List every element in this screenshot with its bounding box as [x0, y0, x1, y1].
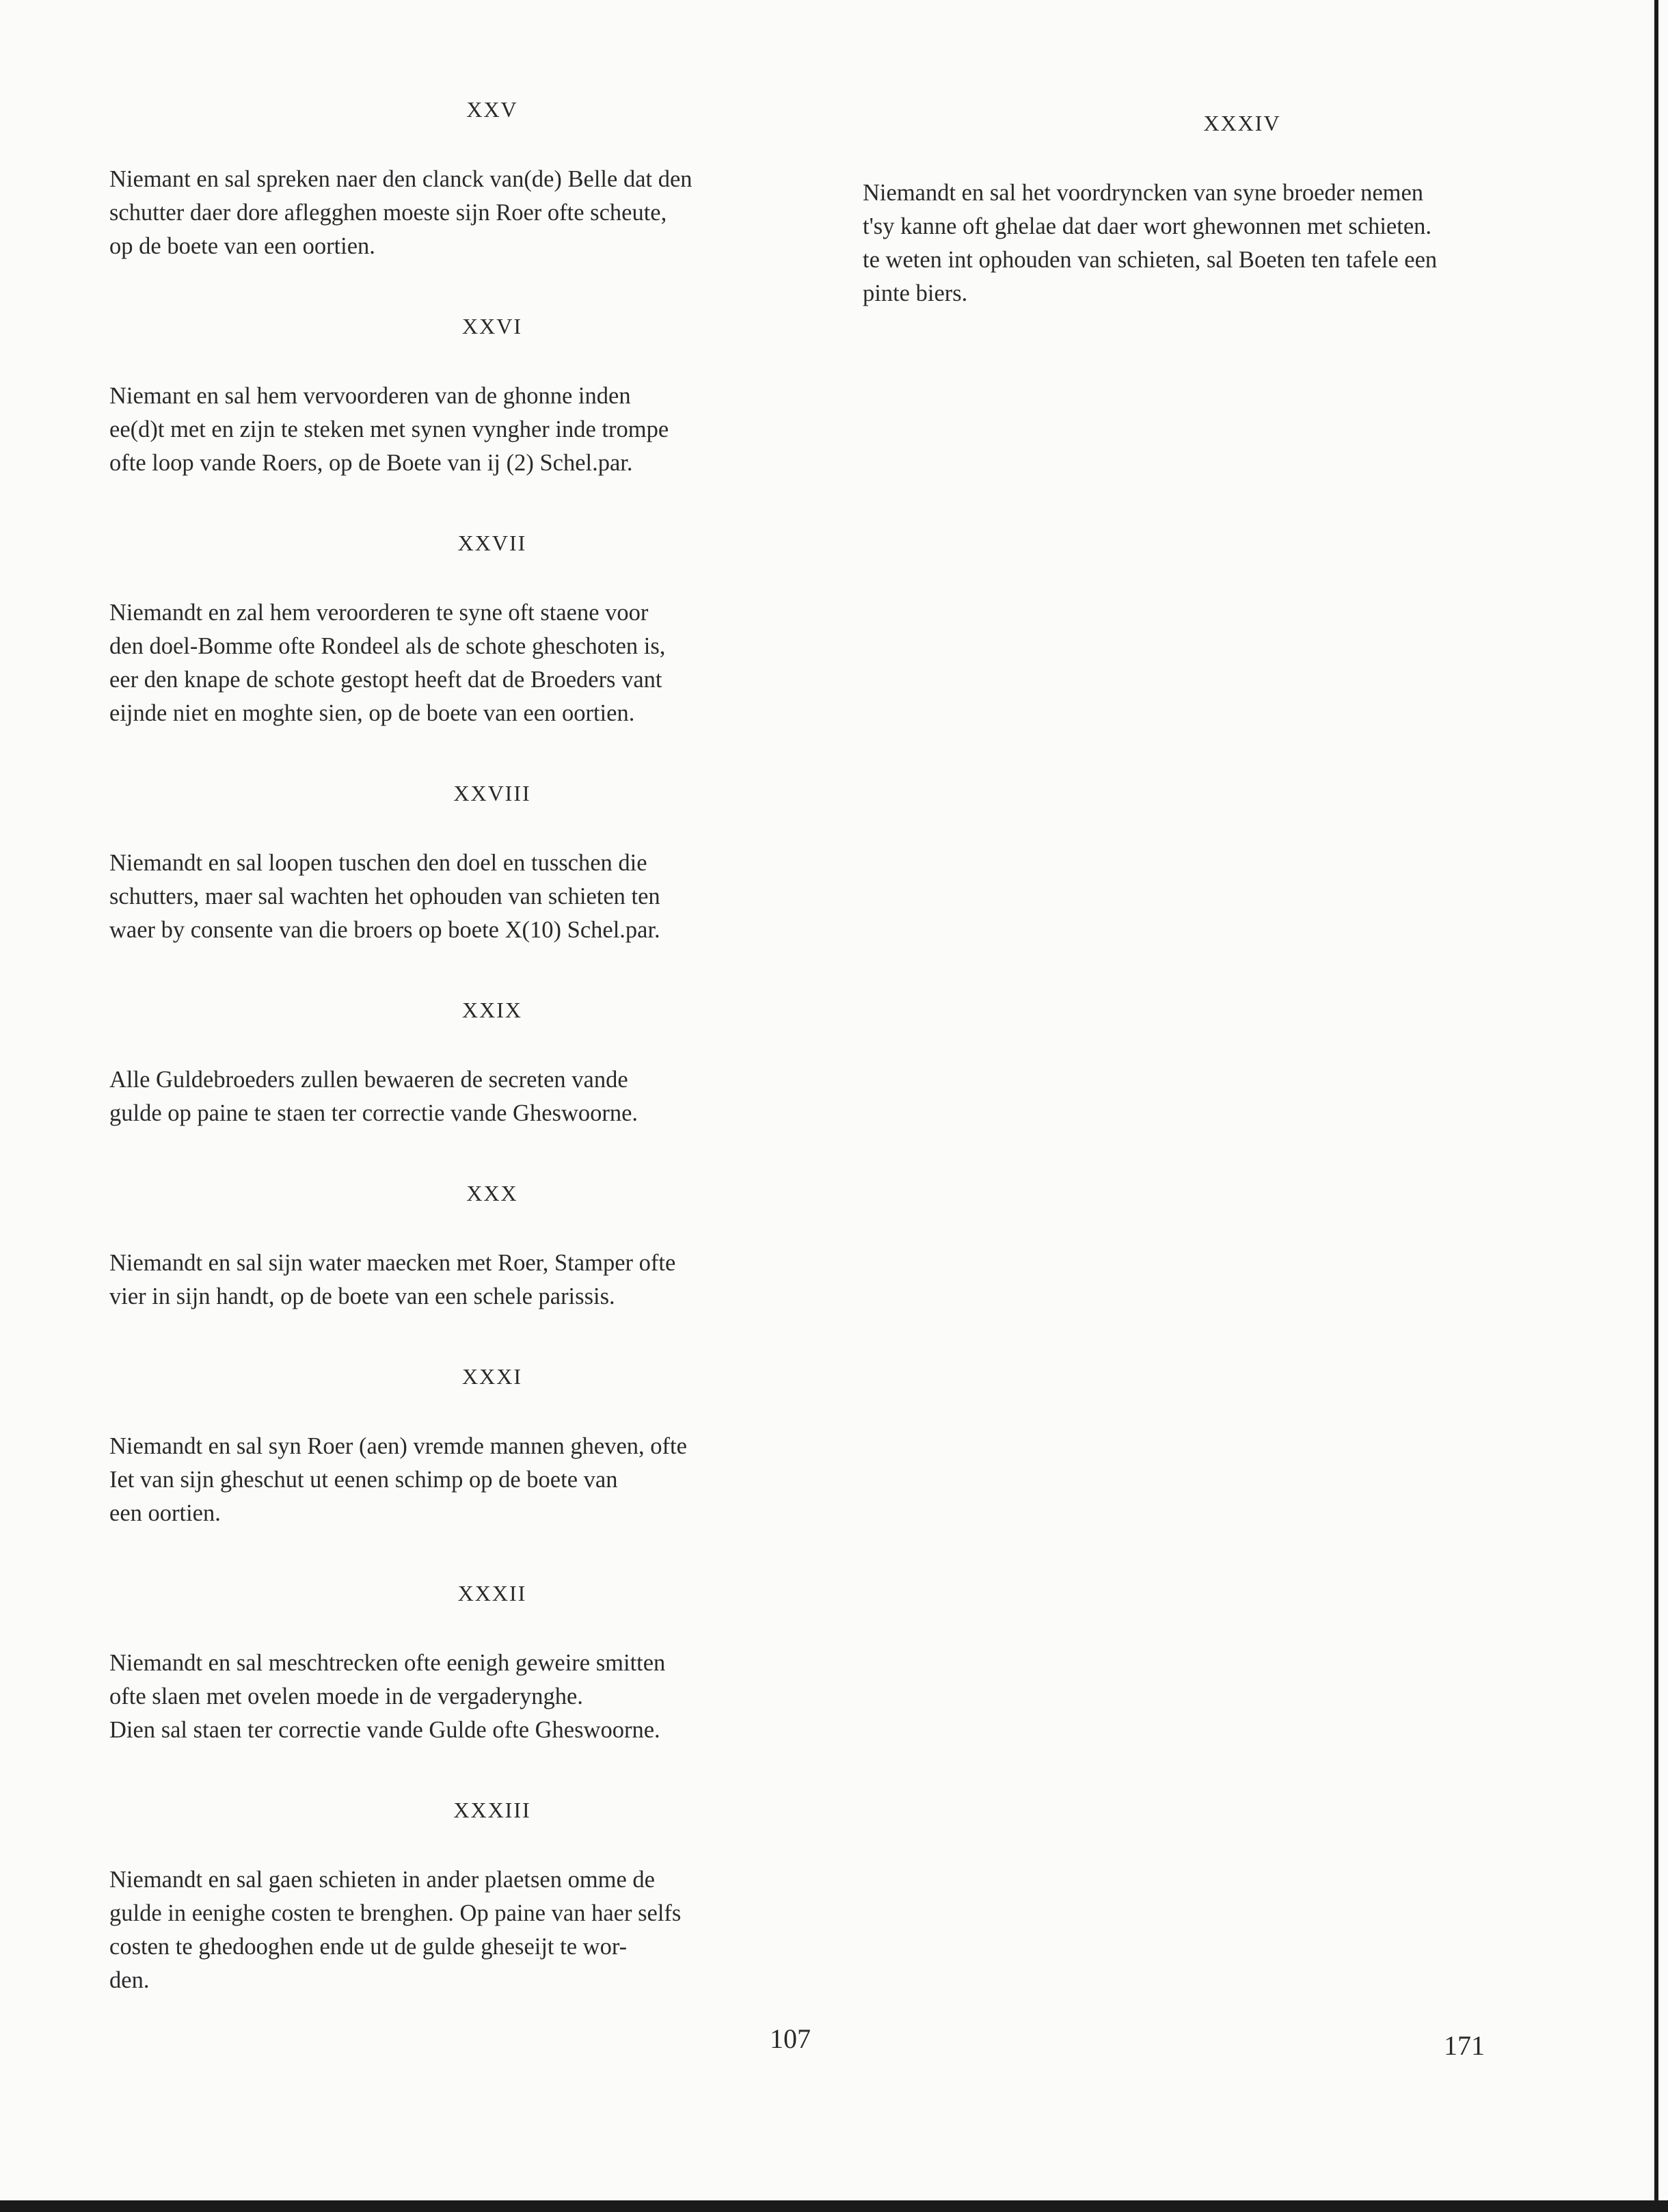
- article-xxvii: [109, 529, 786, 730]
- article-text: Niemandt en sal het voordryncken van syne broeder nemen t'sy kanne oft ghelae dat daer wort ghewonnen met schieten. te weten int ophouden van schieten, sal Boeten ten tafele een pinte biers.: [863, 180, 1438, 306]
- right-text-column: [863, 109, 1533, 310]
- article-text: Niemandt en sal gaen schieten in ander plaetsen omme de gulde in eenighe costen te brenghen. Op paine van haer selfs costen te ghedooghen ende ut de gulde gheseijt te wor- den.: [109, 1867, 682, 1993]
- article-heading: XXVII: [457, 531, 527, 555]
- article-text: Niemandt en sal sijn water maecken met Roer, Stamper ofte vier in sijn handt, op de boete van een schele parissis.: [109, 1250, 676, 1309]
- article-heading: XXXIV: [1203, 111, 1281, 135]
- article-heading: XXXI: [462, 1364, 522, 1389]
- article-xxxii: [109, 1580, 786, 1747]
- article-heading: XXXII: [457, 1581, 527, 1605]
- article-xxvi: [109, 312, 786, 480]
- page-number-outer: 171: [1444, 2030, 1485, 2061]
- article-text: Alle Guldebroeders zullen bewaeren de secreten vande gulde op paine te staen ter correctie vande Gheswoorne.: [109, 1067, 638, 1126]
- article-text: Niemandt en zal hem veroorderen te syne oft staene voor den doel-Bomme ofte Rondeel als de schote gheschoten is, eer den knape de schote gestopt heeft dat de Broeders vant eijnde niet en moghte sien, op de boete van een oortien.: [109, 600, 666, 726]
- article-text: Niemandt en sal meschtrecken ofte eenigh geweire smitten ofte slaen met ovelen moede in de vergaderynghe. Dien sal staen ter correctie vande Gulde ofte Gheswoorne.: [109, 1650, 666, 1743]
- article-heading: XXVIII: [453, 781, 531, 805]
- article-heading: XXX: [466, 1181, 518, 1205]
- article-heading: XXIX: [462, 998, 522, 1022]
- left-text-column: [109, 96, 786, 1997]
- article-text: Niemandt en sal syn Roer (aen) vremde mannen gheven, ofte Iet van sijn gheschut ut eenen schimp op de boete van een oortien.: [109, 1433, 687, 1526]
- article-heading: XXVI: [462, 314, 522, 338]
- article-xxviii: [109, 779, 786, 947]
- scan-edge-right: [1654, 0, 1658, 2212]
- page-number-inner: 107: [770, 2023, 811, 2054]
- article-heading: XXXIII: [453, 1798, 531, 1822]
- article-xxxiv: [863, 109, 1533, 310]
- article-xxxi: [109, 1363, 786, 1530]
- article-xxx: [109, 1180, 786, 1314]
- article-text: Niemandt en sal loopen tuschen den doel en tusschen die schutters, maer sal wachten het ophouden van schieten ten waer by consente van die broers op boete X(10) Schel.par.: [109, 850, 660, 943]
- article-text: Niemant en sal spreken naer den clanck van(de) Belle dat den schutter daer dore aflegghen moeste sijn Roer ofte scheute, op de boete van een oortien.: [109, 166, 692, 259]
- article-xxix: [109, 996, 786, 1130]
- article-xxxiii: [109, 1796, 786, 1997]
- article-heading: XXV: [466, 97, 518, 122]
- article-xxv: [109, 96, 786, 263]
- article-text: Niemant en sal hem vervoorderen van de ghonne inden ee(d)t met en zijn te steken met synen vyngher inde trompe ofte loop vande Roers, op de Boete van ij (2) Schel.par.: [109, 383, 669, 476]
- scan-edge-bottom: [0, 2200, 1668, 2212]
